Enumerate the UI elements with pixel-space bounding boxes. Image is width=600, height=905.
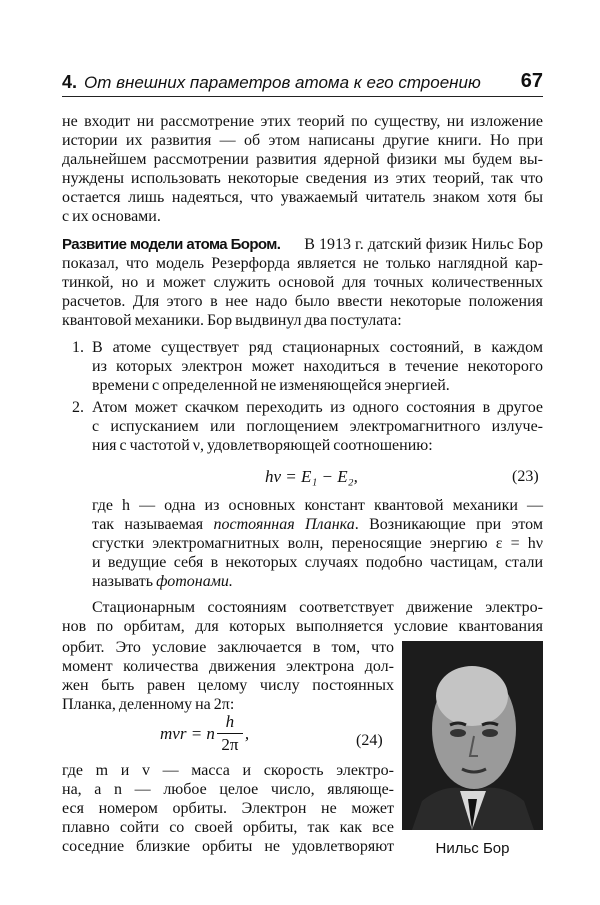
text-line: расчетов. Для этого в нее надо было ввести некоторые положения	[62, 293, 543, 310]
text-line: времени с определенной не изменяющейся энергией.	[92, 377, 450, 394]
equation-24-comma: ,	[244, 723, 250, 743]
fraction-numerator: h	[225, 712, 235, 731]
section-first-line	[62, 235, 543, 254]
text-segment: . Возникающие при этом	[354, 516, 544, 533]
equation-23-label: (23)	[512, 468, 539, 485]
text-line: В атоме существует ряд стационарных состояний, в каждом	[92, 339, 543, 356]
text-line: Планка, деленному на 2π:	[62, 696, 235, 713]
text-line: момент количества движения электрона дол-	[62, 658, 394, 675]
equation-24-lhs: mvr = n	[160, 723, 215, 743]
section-heading: Развитие модели атома Бором.	[62, 236, 281, 253]
portrait-image	[402, 641, 543, 830]
text-line: нуждены использовать некоторые сведения из этих теорий, так что	[62, 170, 543, 187]
text-line: дальнейшем рассмотрении развития ядерной физики мы будем вы-	[62, 151, 543, 168]
text-line: где m и v — масса и скорость электро-	[62, 762, 394, 779]
text-line: Стационарным состояниям соответствует движение электро-	[92, 599, 543, 616]
text-line: и ведущие себя в некоторых случаях подобно частицам, стали	[92, 554, 543, 571]
fraction-bar	[217, 733, 243, 734]
text-line: орбит. Это условие заключается в том, что	[62, 639, 394, 656]
text-line: остается лишь надеяться, что уважаемый читатель знаком хотя бы	[62, 189, 543, 206]
portrait-photo	[402, 641, 543, 830]
equation-24	[160, 712, 249, 755]
text-line: соседние близкие орбиты не удовлетворяют	[62, 838, 394, 855]
chapter-number: 4.	[62, 72, 78, 92]
text-segment: так называемая	[92, 516, 214, 533]
chapter-title: От внешних параметров атома к его строению	[84, 73, 481, 92]
text-line: истории их развития — об этом написаны другие книги. Но при	[62, 132, 543, 149]
text-line: квантовой механики. Бор выдвинул два постулата:	[62, 312, 402, 329]
text-line: жен быть равен целому числу постоянных	[62, 677, 394, 694]
text-line: тинкой, но и может служить основой для точных количественных	[62, 274, 543, 291]
list-number: 1.	[72, 339, 84, 356]
text-line: Атом может скачком переходить из одного состояния в другое	[92, 399, 543, 416]
text-line: не входит ни рассмотрение этих теорий по существу, ни изложение	[62, 113, 543, 130]
page-number: 67	[520, 70, 543, 92]
text-line: еся номером орбиты. Электрон не может	[62, 800, 394, 817]
text-line: с испусканием или поглощением электромагнитного излуче-	[92, 418, 543, 435]
equation-24-fraction	[217, 712, 243, 755]
term-photons: фотонами.	[156, 573, 233, 590]
fraction-denominator: 2π	[221, 735, 239, 754]
equation-24-label: (24)	[356, 732, 383, 749]
text-line: с их основами.	[62, 208, 161, 225]
text-segment: называть	[92, 573, 157, 590]
running-header	[62, 70, 543, 97]
text-line: из которых электрон может находиться в течение некоторого	[92, 358, 543, 375]
text-line: показал, что модель Резерфорда является не только наглядной кар-	[62, 255, 543, 272]
equation-23: hν = E₁ − E₂,	[265, 467, 358, 486]
text-line: ния с частотой ν, удовлетворяющей соотношению:	[92, 437, 433, 454]
term-planck-constant: постоянная Планка	[213, 516, 355, 533]
text-line: сгустки электромагнитных волн, переносящие энергию ε = hν	[92, 535, 543, 552]
figure-caption: Нильс Бор	[435, 840, 510, 857]
text-line	[92, 515, 543, 534]
text-line: где h — одна из основных констант квантовой механики —	[92, 497, 543, 514]
text-line: нов по орбитам, для которых выполняется условие квантования	[62, 618, 543, 635]
text-segment: В 1913 г. датский физик Нильс Бор	[304, 236, 543, 253]
text-line: плавно сойти со своей орбиты, так как все	[62, 819, 394, 836]
text-line: на, а n — любое целое число, являюще-	[62, 781, 394, 798]
list-number: 2.	[72, 399, 84, 416]
text-line	[92, 572, 543, 591]
